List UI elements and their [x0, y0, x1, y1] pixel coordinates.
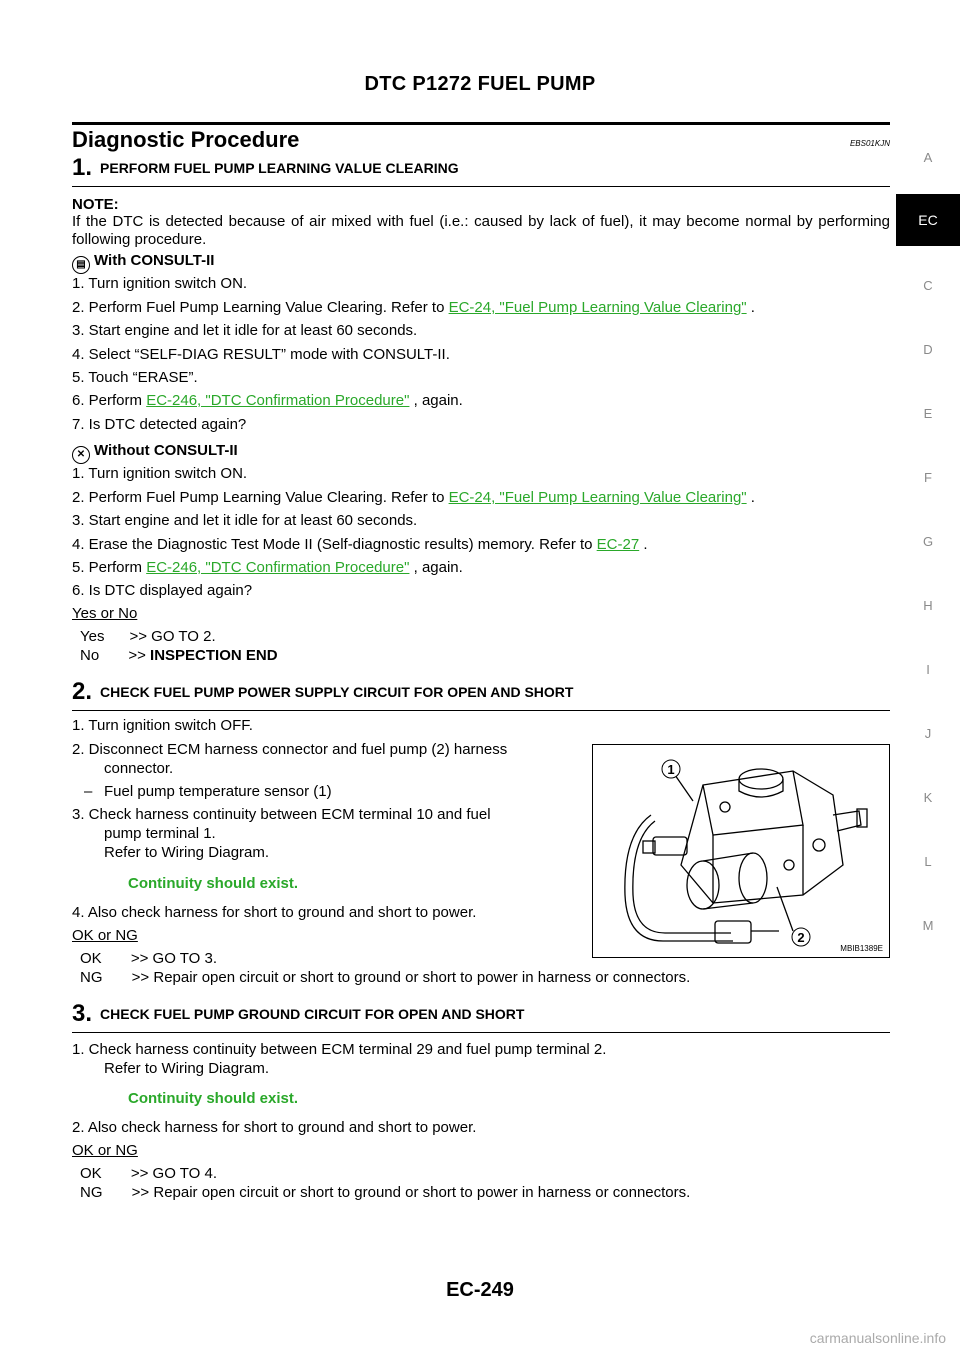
figure-id: MBIB1389E [840, 944, 883, 953]
step-1-yes-result: Yes >> GO TO 2. [80, 628, 216, 645]
step-2-ng-result: NG >> Repair open circuit or short to ground or short to power in harness or connectors. [80, 969, 691, 986]
note-label: NOTE: [72, 196, 119, 213]
section-title: Diagnostic Procedure [72, 127, 300, 152]
step-3-heading [72, 1000, 890, 1033]
sidebar-letter-ec[interactable]: EC [896, 194, 960, 246]
step-3-number: 3. [72, 1000, 93, 1027]
step-2-number: 2. [72, 678, 93, 705]
step-3-item-1b: Refer to Wiring Diagram. [104, 1060, 270, 1077]
sidebar-letter-i[interactable]: I [926, 662, 930, 677]
fuel-pump-figure [592, 744, 890, 958]
header-rule [72, 122, 890, 125]
with-step-4: 4. Select “SELF-DIAG RESULT” mode with CONSULT-II. [72, 346, 450, 363]
sidebar-letter-h[interactable]: H [923, 598, 933, 613]
with-step-3: 3. Start engine and let it idle for at least 60 seconds. [72, 322, 418, 339]
step-3-item-1a: 1. Check harness continuity between ECM terminal 29 and fuel pump terminal 2. [72, 1041, 607, 1058]
note-text: If the DTC is detected because of air mixed with fuel (i.e.: caused by lack of fuel), it may become normal by performing following procedure. [72, 213, 890, 248]
step-2-dash: – [84, 783, 93, 800]
step-2-item-3a: 3. Check harness continuity between ECM terminal 10 and fuel [72, 806, 491, 823]
watermark: carmanualsonline.info [809, 1330, 946, 1346]
sidebar-letter-g[interactable]: G [922, 534, 934, 549]
without-step-1: 1. Turn ignition switch ON. [72, 465, 248, 482]
sidebar-letter-m[interactable]: M [922, 918, 934, 933]
callout-1: 1 [667, 762, 675, 777]
step-2-heading [72, 678, 890, 711]
step-2-item-2a: 2. Disconnect ECM harness connector and fuel pump (2) harness [72, 741, 508, 758]
section-code: EBS01KJN [849, 139, 890, 148]
step-2-item-2c: Fuel pump temperature sensor (1) [104, 783, 332, 800]
without-step-3: 3. Start engine and let it idle for at least 60 seconds. [72, 512, 418, 529]
link-dtc-confirmation-procedure[interactable]: EC-246, "DTC Confirmation Procedure" [146, 392, 410, 409]
without-step-5: 5. Perform EC-246, "DTC Confirmation Procedure" , again. [72, 559, 463, 576]
fuel-pump-illustration [593, 745, 889, 957]
link-ec-27[interactable]: EC-27 [596, 536, 640, 553]
step-2-item-3c: Refer to Wiring Diagram. [104, 844, 270, 861]
without-step-4: 4. Erase the Diagnostic Test Mode II (Self-diagnostic results) memory. Refer to EC-27 . [72, 536, 648, 553]
page-number: EC-249 [446, 1279, 514, 1301]
step-2-item-4: 4. Also check harness for short to ground and short to power. [72, 904, 477, 921]
page-header-title: DTC P1272 FUEL PUMP [364, 73, 596, 95]
without-consult-label: ✕ Without CONSULT-II [72, 442, 238, 464]
step-3-question: OK or NG [72, 1142, 138, 1159]
with-step-2: 2. Perform Fuel Pump Learning Value Clearing. Refer to EC-24, "Fuel Pump Learning Value Clearing" . [72, 299, 755, 316]
step-2-title: CHECK FUEL PUMP POWER SUPPLY CIRCUIT FOR OPEN AND SHORT [100, 684, 574, 700]
step-2-continuity-spec: Continuity should exist. [128, 875, 299, 892]
with-step-5: 5. Touch “ERASE”. [72, 369, 198, 386]
sidebar-letter-l[interactable]: L [924, 854, 932, 869]
step-1-question: Yes or No [72, 605, 138, 622]
link-fuel-pump-learning-clearing[interactable]: EC-24, "Fuel Pump Learning Value Clearing" [448, 299, 747, 316]
link-dtc-confirmation-procedure-2[interactable]: EC-246, "DTC Confirmation Procedure" [146, 559, 410, 576]
callout-2: 2 [797, 930, 805, 945]
step-1-no-result: No >> INSPECTION END [80, 647, 278, 664]
step-3-title: CHECK FUEL PUMP GROUND CIRCUIT FOR OPEN AND SHORT [100, 1006, 525, 1022]
step-1-title: PERFORM FUEL PUMP LEARNING VALUE CLEARING [100, 160, 459, 176]
step-1-heading [72, 154, 890, 187]
step-2-item-3b: pump terminal 1. [104, 825, 216, 842]
with-step-6: 6. Perform EC-246, "DTC Confirmation Procedure" , again. [72, 392, 463, 409]
step-2-question: OK or NG [72, 927, 138, 944]
sidebar-letter-d[interactable]: D [923, 342, 933, 357]
step-2-ok-result: OK >> GO TO 3. [80, 950, 217, 967]
with-consult-label: ▤ With CONSULT-II [72, 252, 214, 274]
step-3-item-2: 2. Also check harness for short to ground and short to power. [72, 1119, 477, 1136]
step-1-number: 1. [72, 154, 93, 181]
step-3-continuity-spec: Continuity should exist. [128, 1090, 299, 1107]
without-step-2: 2. Perform Fuel Pump Learning Value Clearing. Refer to EC-24, "Fuel Pump Learning Value Clearing" . [72, 489, 755, 506]
step-2-item-1: 1. Turn ignition switch OFF. [72, 717, 253, 734]
sidebar-letter-a[interactable]: A [923, 150, 933, 165]
link-fuel-pump-learning-clearing-2[interactable]: EC-24, "Fuel Pump Learning Value Clearing" [448, 489, 747, 506]
consult-icon: ▤ [72, 256, 90, 274]
step-3-ok-result: OK >> GO TO 4. [80, 1165, 217, 1182]
sidebar-letter-k[interactable]: K [923, 790, 933, 805]
sidebar-letter-f[interactable]: F [924, 470, 932, 485]
no-consult-icon: ✕ [72, 446, 90, 464]
with-step-7: 7. Is DTC detected again? [72, 416, 247, 433]
with-step-1: 1. Turn ignition switch ON. [72, 275, 248, 292]
sidebar-letter-e[interactable]: E [923, 406, 933, 421]
step-3-ng-result: NG >> Repair open circuit or short to ground or short to power in harness or connectors. [80, 1184, 691, 1201]
sidebar-letter-j[interactable]: J [924, 726, 932, 741]
sidebar-letter-c[interactable]: C [923, 278, 933, 293]
without-step-6: 6. Is DTC displayed again? [72, 582, 253, 599]
step-2-item-2b: connector. [104, 760, 174, 777]
